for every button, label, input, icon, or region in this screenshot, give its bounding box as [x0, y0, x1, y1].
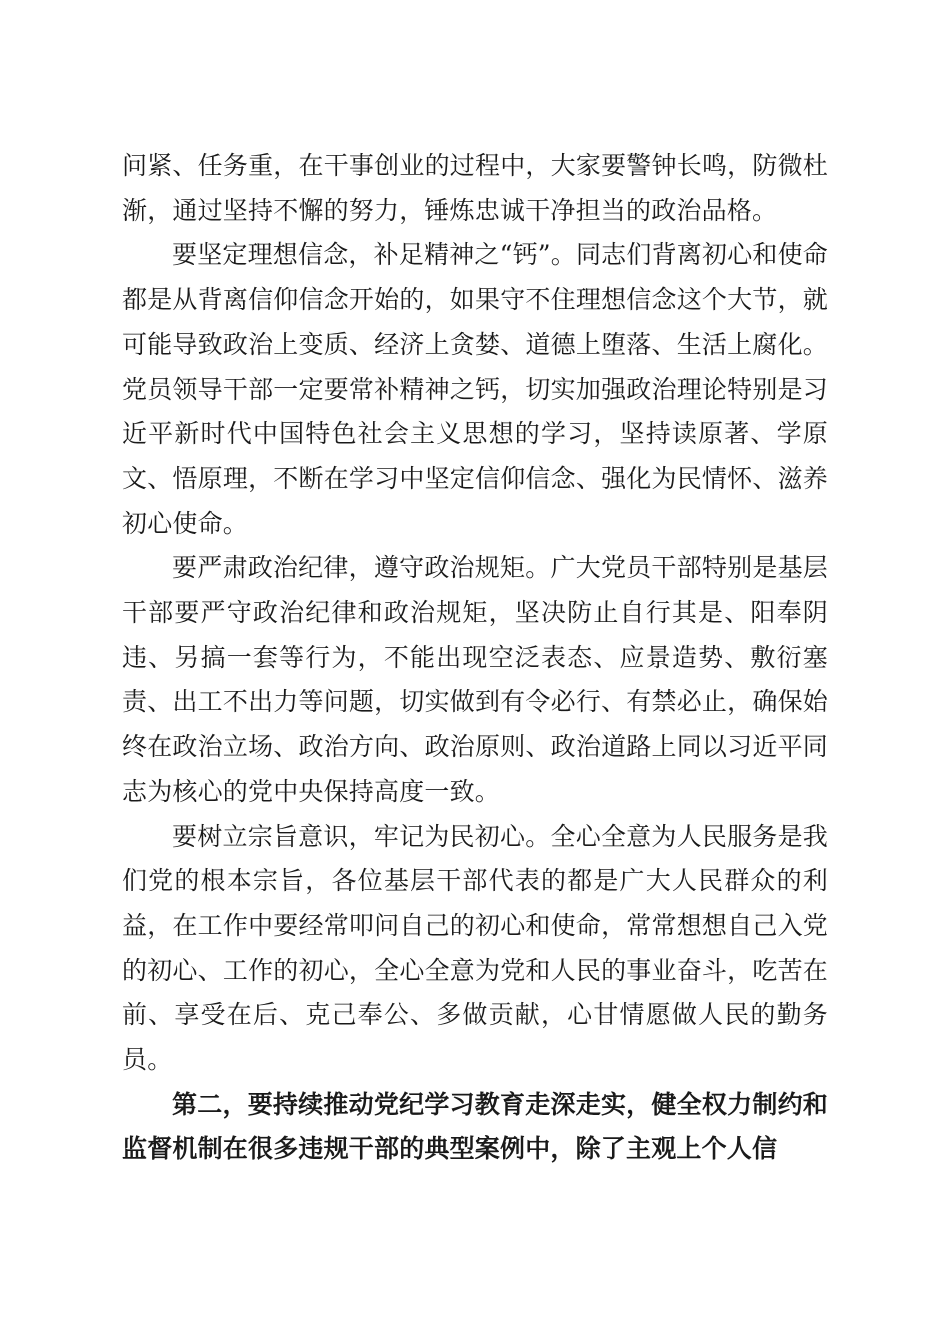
paragraph-purpose-awareness: 要树立宗旨意识，牢记为民初心。全心全意为人民服务是我们党的根本宗旨，各位基层干部代表的都是广大人民群众的利益，在工作中要经常叩问自己的初心和使命，常常想想自己入党的初心、工作的初心，全心全意为党和人民的事业奋斗，吃苦在前、享受在后、克己奉公、多做贡献，心甘情愿做人民的勤务员。 [122, 821, 828, 1075]
paragraph-ideals-beliefs: 要坚定理想信念，补足精神之“钙”。同志们背离初心和使命都是从背离信仰信念开始的，如果守不住理想信念这个大节，就可能导致政治上变质、经济上贪婪、道德上堕落、生活上腐化。党员领导干部一定要常补精神之钙，切实加强政治理论特别是习近平新时代中国特色社会主义思想的学习，坚持读原著、学原文、悟原理，不断在学习中坚定信仰信念、强化为民情怀、滋养初心使命。 [122, 240, 828, 538]
document-body [122, 144, 828, 1172]
paragraph-political-discipline: 要严肃政治纪律，遵守政治规矩。广大党员干部特别是基层干部要严守政治纪律和政治规矩，坚决防止自行其是、阳奉阴违、另搞一套等行为，不能出现空泛表态、应景造势、敷衍塞责、出工不出力等问题，切实做到有令必行、有禁必止，确保始终在政治立场、政治方向、政治原则、政治道路上同以习近平同志为核心的党中央保持高度一致。 [122, 553, 828, 806]
paragraph-second-point: 第二，要持续推动党纪学习教育走深走实，健全权力制约和监督机制在很多违规干部的典型案例中，除了主观上个人信 [122, 1089, 828, 1164]
paragraph-continued: 问紧、任务重，在干事创业的过程中，大家要警钟长鸣，防微杜渐，通过坚持不懈的努力，锤炼忠诚干净担当的政治品格。 [122, 151, 828, 225]
